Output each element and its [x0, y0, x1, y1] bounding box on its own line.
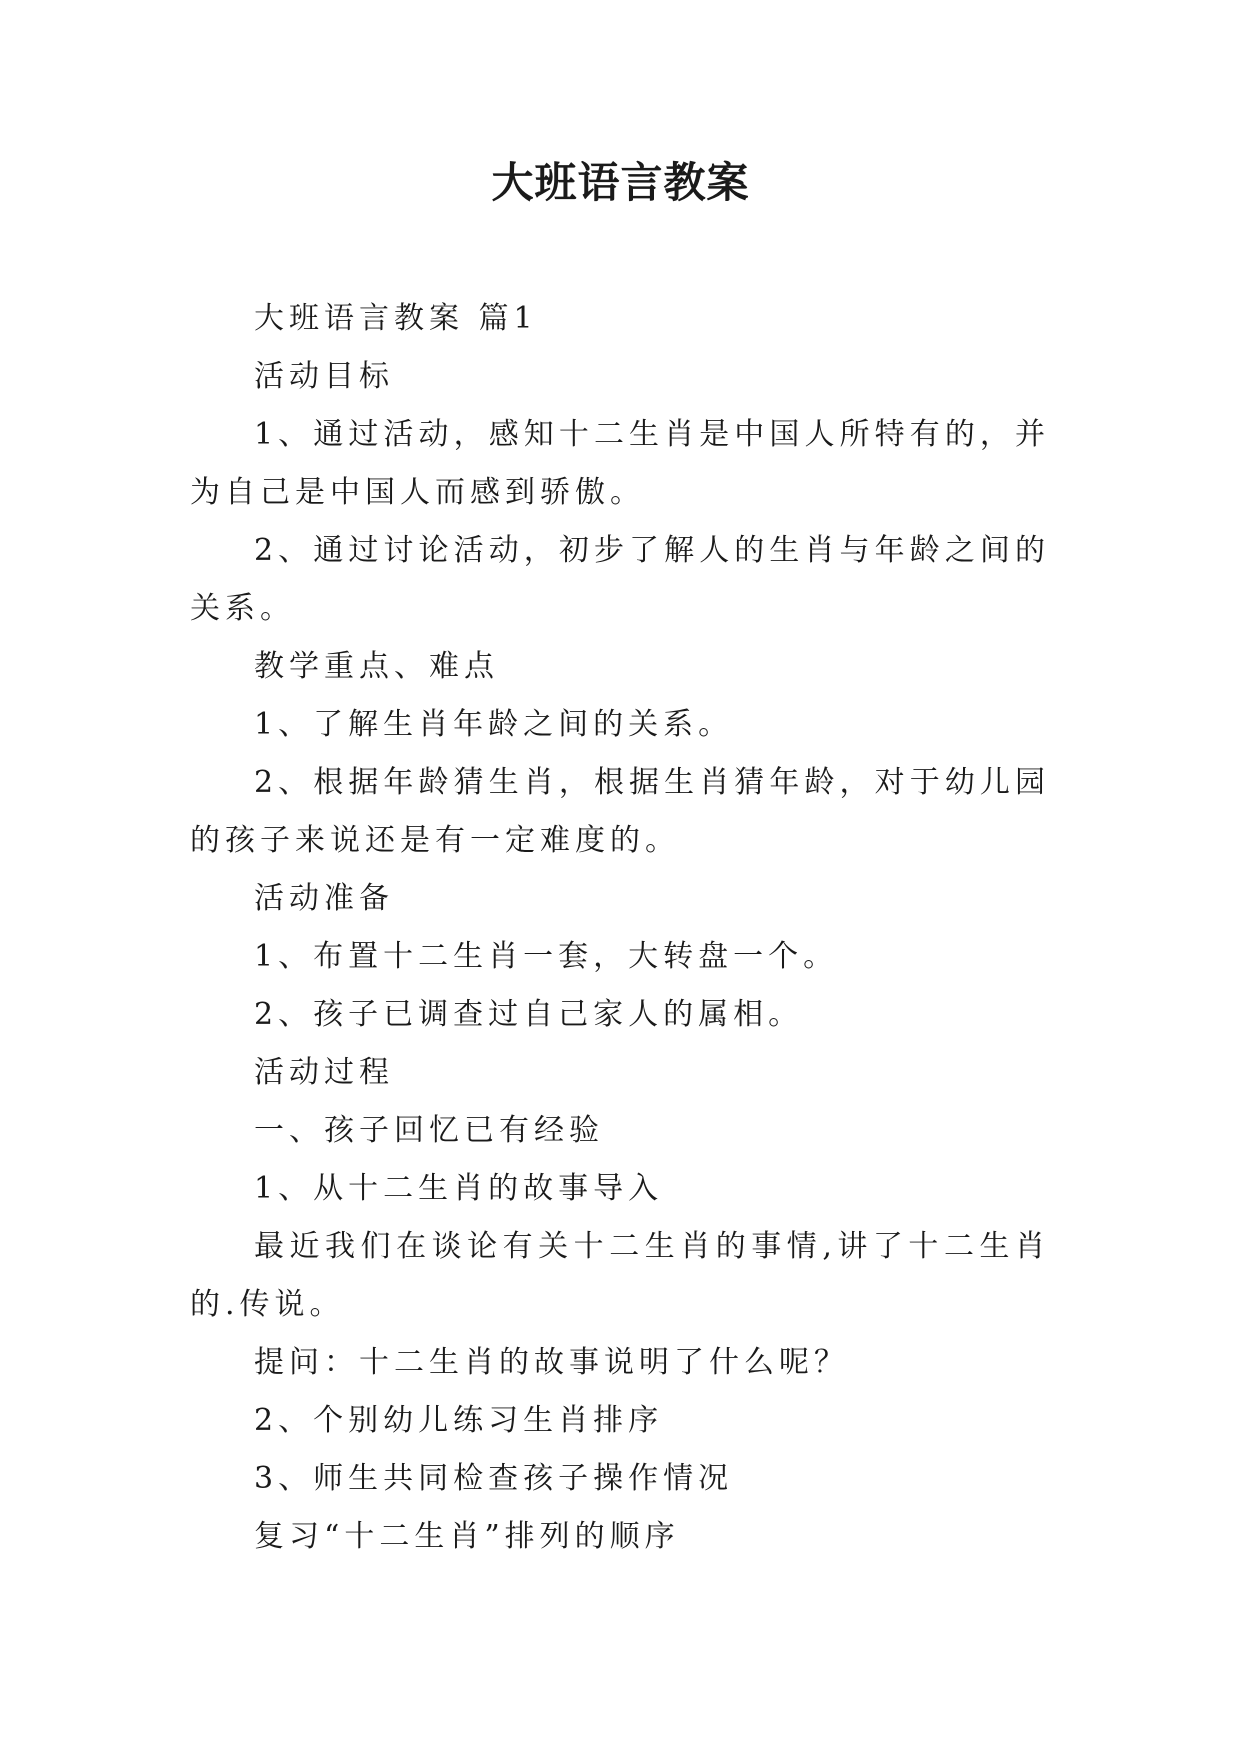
- section-heading: 大班语言教案 篇1: [254, 301, 538, 336]
- paragraph: 复习“十二生肖”排列的顺序: [254, 1519, 680, 1554]
- paragraph: 2、个别幼儿练习生肖排序: [254, 1403, 664, 1438]
- document-body: [190, 290, 1050, 1566]
- paragraph: 一、孩子回忆已有经验: [254, 1113, 604, 1148]
- paragraph: 2、通过讨论活动，初步了解人的生肖与年龄之间的关系。: [190, 533, 1050, 626]
- paragraph: 2、孩子已调查过自己家人的属相。: [254, 997, 804, 1032]
- section-heading: 活动过程: [254, 1055, 394, 1090]
- paragraph: 2、根据年龄猜生肖，根据生肖猜年龄，对于幼儿园的孩子来说还是有一定难度的。: [190, 765, 1050, 858]
- paragraph: 1、通过活动，感知十二生肖是中国人所特有的，并为自己是中国人而感到骄傲。: [190, 417, 1050, 510]
- section-heading: 活动目标: [254, 359, 394, 394]
- paragraph: 最近我们在谈论有关十二生肖的事情,讲了十二生肖的.传说。: [190, 1229, 1050, 1322]
- paragraph: 1、布置十二生肖一套，大转盘一个。: [254, 939, 839, 974]
- paragraph: 3、师生共同检查孩子操作情况: [254, 1461, 734, 1496]
- section-heading: 教学重点、难点: [254, 649, 499, 684]
- section-heading: 活动准备: [254, 881, 394, 916]
- paragraph: 1、了解生肖年龄之间的关系。: [254, 707, 734, 742]
- document-title: 大班语言教案: [491, 158, 750, 207]
- paragraph: 1、从十二生肖的故事导入: [254, 1171, 664, 1206]
- paragraph: 提问：十二生肖的故事说明了什么呢？: [254, 1345, 849, 1380]
